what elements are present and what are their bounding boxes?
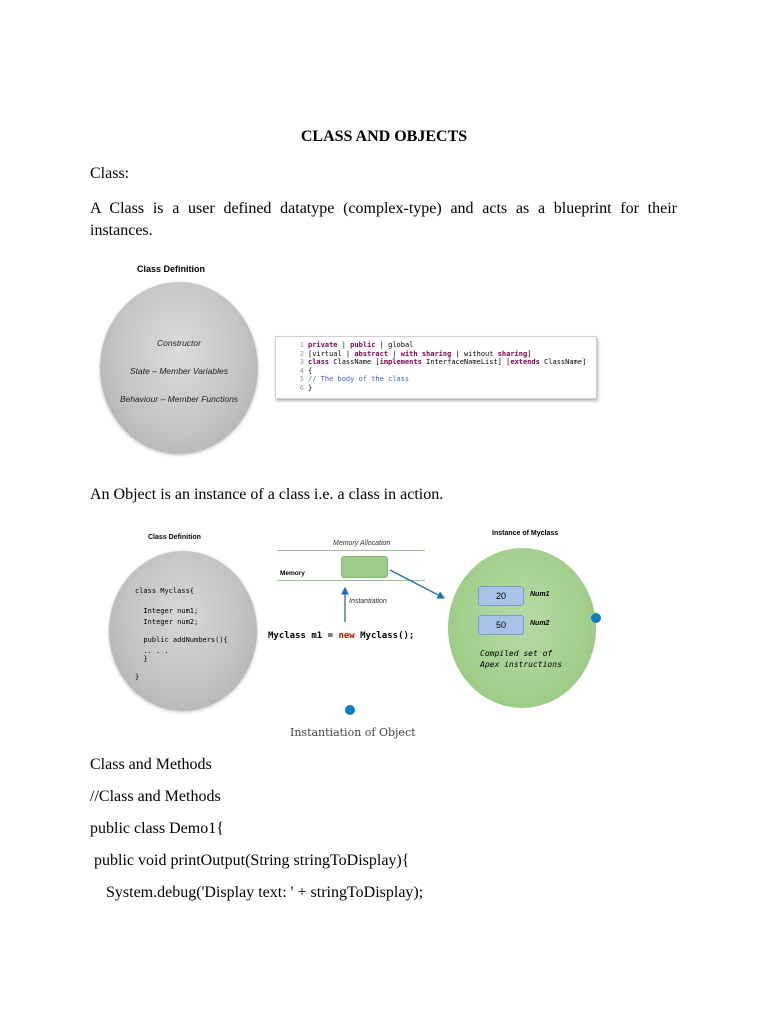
class-definition-circle xyxy=(100,282,258,454)
num2-value-box: 50 xyxy=(478,615,524,635)
compiled-instructions-label: Compiled set of Apex instructions xyxy=(480,649,562,669)
class-description: A Class is a user defined datatype (complex-type) and acts as a blueprint for their instances. xyxy=(90,200,677,239)
code-line: 3 class ClassName [implements InterfaceNameList] [extends ClassName] xyxy=(299,358,587,367)
code-line: 1 private | public | global xyxy=(299,341,414,349)
memory-block xyxy=(341,556,388,578)
body-line: public void printOutput(String stringToDisplay){ xyxy=(90,852,410,869)
page-title: CLASS AND OBJECTS xyxy=(300,128,468,145)
num2-label: Num2 xyxy=(530,620,550,627)
connector-dot xyxy=(591,613,601,623)
code-line: 6 } xyxy=(299,383,313,392)
behaviour-label: Behaviour – Member Functions xyxy=(119,394,239,404)
code-line: class Myclass{ xyxy=(135,587,195,595)
code-line: 4 { xyxy=(299,366,313,375)
memory-label: Memory xyxy=(280,570,305,577)
class-heading: Class: xyxy=(90,165,130,182)
class-syntax-code-box xyxy=(275,336,597,399)
connector-dot xyxy=(345,705,355,715)
left-caption: Class Definition xyxy=(148,534,201,541)
instantiation-statement: Myclass m1 = new Myclass(); xyxy=(268,631,415,641)
code-line: 5 // The body of the class xyxy=(299,375,410,384)
code-line: Integer num2; xyxy=(135,618,199,626)
memory-top-line xyxy=(277,550,425,551)
code-line: } xyxy=(135,673,140,681)
body-line: public class Demo1{ xyxy=(90,820,224,837)
code-line: 2 [virtual | abstract | with sharing | without sharing] xyxy=(299,349,532,358)
instantiation-caption: Instantiation of Object xyxy=(290,726,416,739)
code-line: .. . . xyxy=(135,647,169,655)
body-line: System.debug('Display text: ' + stringToDisplay); xyxy=(90,884,424,901)
num1-value-box: 20 xyxy=(478,586,524,606)
state-label: State – Member Variables xyxy=(130,366,228,376)
right-caption: Instance of Myclass xyxy=(492,530,559,537)
class-definition-circle xyxy=(109,551,257,711)
body-line: Class and Methods xyxy=(90,756,212,773)
code-line: Integer num1; xyxy=(135,607,199,615)
instantiation-label: Instantiation xyxy=(349,598,387,605)
code-line: public addNumbers(){ xyxy=(135,636,228,644)
num1-label: Num1 xyxy=(530,591,550,598)
figure-caption: Class Definition xyxy=(136,264,205,274)
object-description: An Object is an instance of a class i.e. a class in action. xyxy=(90,486,444,503)
code-line: } xyxy=(135,655,148,663)
allocation-arrow xyxy=(390,570,444,598)
constructor-label: Constructor xyxy=(157,338,201,348)
memory-bottom-line xyxy=(277,580,425,581)
memory-allocation-label: Memory Allocation xyxy=(333,540,391,547)
body-line: //Class and Methods xyxy=(90,788,221,805)
